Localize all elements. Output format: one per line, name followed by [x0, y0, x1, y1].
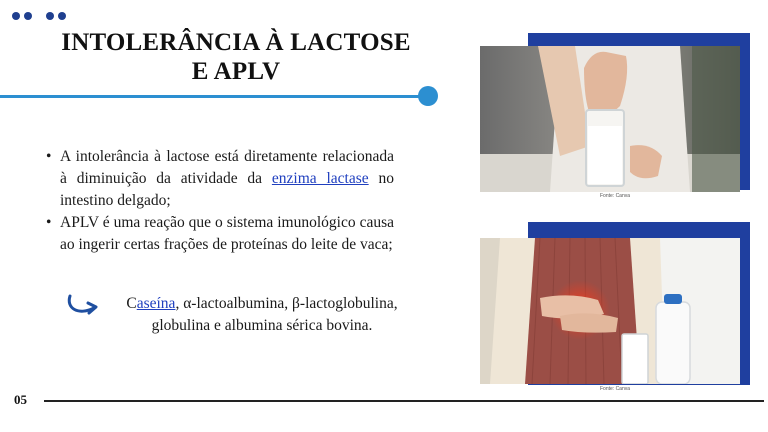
protein-list-text: , α-lactoalbumina, β-lactoglobulina, globulina e albumina sérica bovina. [151, 295, 398, 334]
title-underline-circle [418, 86, 438, 106]
image-credit-bottom: Fonte: Canva [600, 386, 631, 392]
curved-arrow-icon [64, 290, 102, 318]
dot-icon [24, 12, 32, 20]
protein-list-first-letter: C [126, 295, 137, 312]
slide-title [40, 28, 432, 86]
stomach-pain-milk-photo [480, 238, 740, 384]
hand-refusing-milk-photo [480, 46, 740, 192]
bullet-item [46, 146, 394, 212]
bullet-mark: • [46, 214, 52, 231]
decorative-dots [12, 12, 76, 20]
slide-title-line1: INTOLERÂNCIA À LACTOSE [61, 29, 411, 56]
bullet-text: no intestino delgado; [60, 170, 394, 209]
casein-link[interactable]: aseína [136, 295, 176, 312]
title-underline [0, 95, 420, 98]
bullet-text: APLV é uma reação que o sistema imunológico causa ao ingerir certas frações de proteínas do leite de vaca; [60, 214, 394, 253]
enzyme-lactase-link[interactable]: enzima lactase [271, 170, 369, 187]
protein-list [112, 293, 412, 337]
bullet-list [46, 146, 394, 256]
dot-icon [12, 12, 20, 20]
bullet-item [46, 212, 394, 256]
dot-icon [46, 12, 54, 20]
footer-divider [44, 400, 764, 402]
slide-title-line2: E APLV [191, 58, 281, 85]
dot-icon [58, 12, 66, 20]
bullet-mark: • [46, 148, 52, 165]
page-number: 05 [14, 392, 27, 407]
bullet-text: A intolerância à lactose está diretamente relacionada à diminuição da atividade da [60, 148, 394, 187]
image-credit-top: Fonte: Canva [600, 193, 631, 199]
